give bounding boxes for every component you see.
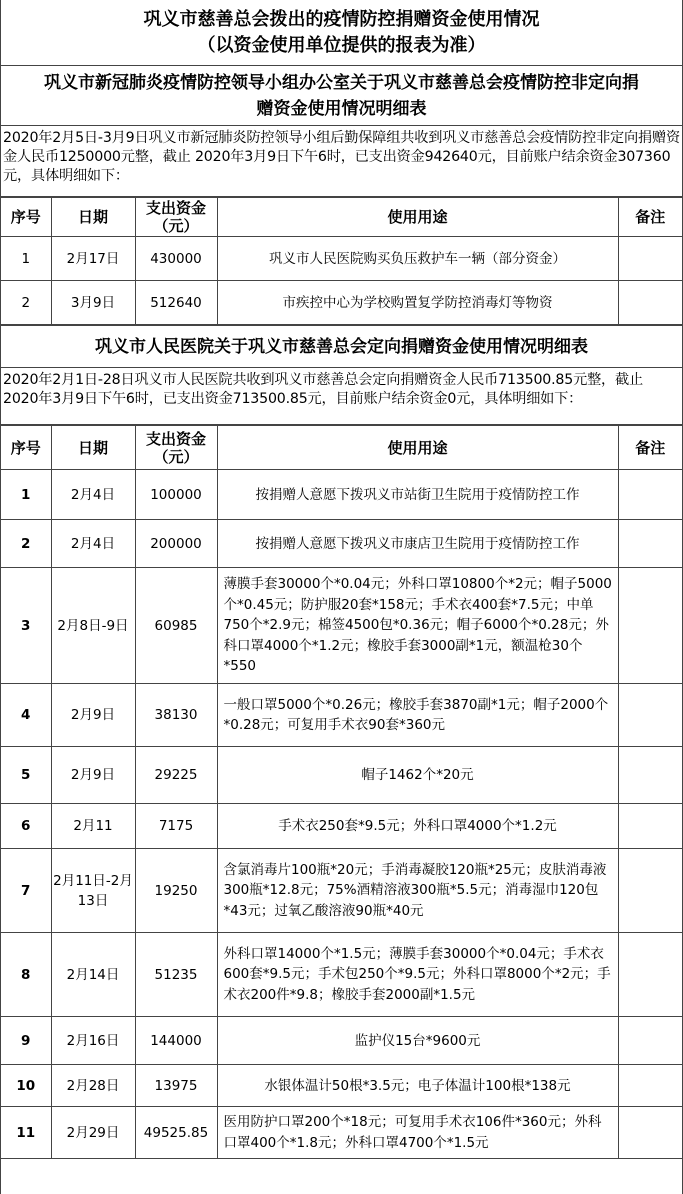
- cell-no: 5: [1, 747, 51, 804]
- cell-use: 外科口罩14000个*1.5元；薄膜手套30000个*0.04元；手术衣600套*9.5元；手术包250个*9.5元；外科口罩8000个*2元；手术衣200件*9.8；橡胶手套2000副*1.5元: [217, 933, 618, 1017]
- cell-amount: 512640: [135, 281, 217, 325]
- cell-use: 巩义市人民医院购买负压救护车一辆（部分资金）: [217, 237, 618, 281]
- table-row: [1, 520, 682, 568]
- header-amount: 支出资金（元）: [135, 198, 217, 237]
- cell-use: 帽子1462个*20元: [217, 747, 618, 804]
- cell-no: 8: [1, 933, 51, 1017]
- cell-no: 1: [1, 470, 51, 520]
- cell-use: 按捐赠人意愿下拨巩义市站街卫生院用于疫情防控工作: [217, 470, 618, 520]
- cell-note: [618, 804, 682, 849]
- header-use: 使用用途: [217, 198, 618, 237]
- cell-date: 2月17日: [51, 237, 135, 281]
- cell-no: 7: [1, 849, 51, 933]
- cell-note: [618, 933, 682, 1017]
- cell-no: 10: [1, 1065, 51, 1107]
- cell-note: [618, 470, 682, 520]
- cell-no: 2: [1, 281, 51, 325]
- main-title-line1: 巩义市慈善总会拨出的疫情防控捐赠资金使用情况: [143, 9, 540, 30]
- cell-amount: 60985: [135, 568, 217, 684]
- cell-date: 2月14日: [51, 933, 135, 1017]
- section1-title-line2: 赠资金使用情况明细表: [256, 99, 427, 119]
- cell-use: 薄膜手套30000个*0.04元；外科口罩10800个*2元；帽子5000个*0.45元；防护服20套*158元；手术衣400套*7.5元；中单750个*2.9元；棉签4500包*0.36元；帽子6000个*0.28元；外科口罩4000个*1.2元；橡胶手套3000副*1元，额温枪30个*550: [217, 568, 618, 684]
- section1-table: [1, 197, 682, 325]
- cell-note: [618, 237, 682, 281]
- cell-amount: 144000: [135, 1017, 217, 1065]
- cell-date: 2月8日-9日: [51, 568, 135, 684]
- table-row: [1, 470, 682, 520]
- cell-no: 1: [1, 237, 51, 281]
- cell-no: 3: [1, 568, 51, 684]
- main-title: [1, 0, 682, 66]
- cell-date: 2月29日: [51, 1107, 135, 1159]
- cell-no: 9: [1, 1017, 51, 1065]
- section1-intro: 2020年2月5日-3月9日巩义市新冠肺炎防控领导小组后勤保障组共收到巩义市慈善总会疫情防控非定向捐赠资金人民币1250000元整，截止 2020年3月9日下午6时，已支出资金942640元，目前账户结余资金307360元，具体明细如下：: [1, 126, 682, 197]
- table-row: [1, 849, 682, 933]
- cell-date: 2月4日: [51, 470, 135, 520]
- cell-amount: 430000: [135, 237, 217, 281]
- section2-title: 巩义市人民医院关于巩义市慈善总会定向捐赠资金使用情况明细表: [1, 325, 682, 368]
- cell-note: [618, 1017, 682, 1065]
- cell-use: 监护仪15台*9600元: [217, 1017, 618, 1065]
- header-no: 序号: [1, 198, 51, 237]
- table-row: [1, 804, 682, 849]
- cell-use: 含氯消毒片100瓶*20元；手消毒凝胶120瓶*25元；皮肤消毒液300瓶*12.8元；75%酒精溶液300瓶*5.5元；消毒湿巾120包*43元；过氧乙酸溶液90瓶*40元: [217, 849, 618, 933]
- cell-note: [618, 281, 682, 325]
- cell-note: [618, 520, 682, 568]
- cell-date: 2月16日: [51, 1017, 135, 1065]
- section2-table: [1, 425, 682, 1159]
- cell-note: [618, 747, 682, 804]
- cell-amount: 200000: [135, 520, 217, 568]
- table-row: [1, 684, 682, 747]
- cell-amount: 100000: [135, 470, 217, 520]
- cell-no: 2: [1, 520, 51, 568]
- cell-use: 市疾控中心为学校购置复学防控消毒灯等物资: [217, 281, 618, 325]
- section1-header-row: [1, 198, 682, 237]
- cell-amount: 13975: [135, 1065, 217, 1107]
- header-date: 日期: [51, 198, 135, 237]
- cell-use: 手术衣250套*9.5元；外科口罩4000个*1.2元: [217, 804, 618, 849]
- header-amount: 支出资金（元）: [135, 426, 217, 470]
- cell-note: [618, 1065, 682, 1107]
- header-no: 序号: [1, 426, 51, 470]
- table-row: [1, 1065, 682, 1107]
- cell-date: 3月9日: [51, 281, 135, 325]
- cell-amount: 29225: [135, 747, 217, 804]
- header-note: 备注: [618, 198, 682, 237]
- table-row: [1, 568, 682, 684]
- cell-note: [618, 849, 682, 933]
- cell-date: 2月9日: [51, 747, 135, 804]
- section1-title-line1: 巩义市新冠肺炎疫情防控领导小组办公室关于巩义市慈善总会疫情防控非定向捐: [44, 73, 639, 93]
- cell-date: 2月11: [51, 804, 135, 849]
- table-row: [1, 237, 682, 281]
- cell-use: 一般口罩5000个*0.26元；橡胶手套3870副*1元；帽子2000个*0.28元；可复用手术衣90套*360元: [217, 684, 618, 747]
- cell-use: 医用防护口罩200个*18元；可复用手术衣106件*360元；外科口罩400个*1.8元；外科口罩4700个*1.5元: [217, 1107, 618, 1159]
- cell-amount: 19250: [135, 849, 217, 933]
- section2-intro: 2020年2月1日-28日巩义市人民医院共收到巩义市慈善总会定向捐赠资金人民币713500.85元整，截止 2020年3月9日下午6时，已支出资金713500.85元，目前账户结余资金0元，具体明细如下：: [1, 368, 682, 425]
- cell-date: 2月11日-2月13日: [51, 849, 135, 933]
- cell-use: 按捐赠人意愿下拨巩义市康店卫生院用于疫情防控工作: [217, 520, 618, 568]
- header-note: 备注: [618, 426, 682, 470]
- cell-use: 水银体温计50根*3.5元；电子体温计100根*138元: [217, 1065, 618, 1107]
- cell-date: 2月9日: [51, 684, 135, 747]
- header-date: 日期: [51, 426, 135, 470]
- cell-amount: 38130: [135, 684, 217, 747]
- cell-date: 2月4日: [51, 520, 135, 568]
- cell-note: [618, 568, 682, 684]
- table-row: [1, 281, 682, 325]
- table-row: [1, 1107, 682, 1159]
- main-title-line2: （以资金使用单位提供的报表为准）: [197, 35, 486, 56]
- cell-amount: 51235: [135, 933, 217, 1017]
- section2-header-row: [1, 426, 682, 470]
- table-row: [1, 1017, 682, 1065]
- cell-note: [618, 684, 682, 747]
- section1-title: [1, 66, 682, 126]
- table-row: [1, 933, 682, 1017]
- cell-no: 11: [1, 1107, 51, 1159]
- cell-no: 6: [1, 804, 51, 849]
- cell-amount: 7175: [135, 804, 217, 849]
- table-row: [1, 747, 682, 804]
- cell-no: 4: [1, 684, 51, 747]
- header-use: 使用用途: [217, 426, 618, 470]
- cell-note: [618, 1107, 682, 1159]
- cell-amount: 49525.85: [135, 1107, 217, 1159]
- cell-date: 2月28日: [51, 1065, 135, 1107]
